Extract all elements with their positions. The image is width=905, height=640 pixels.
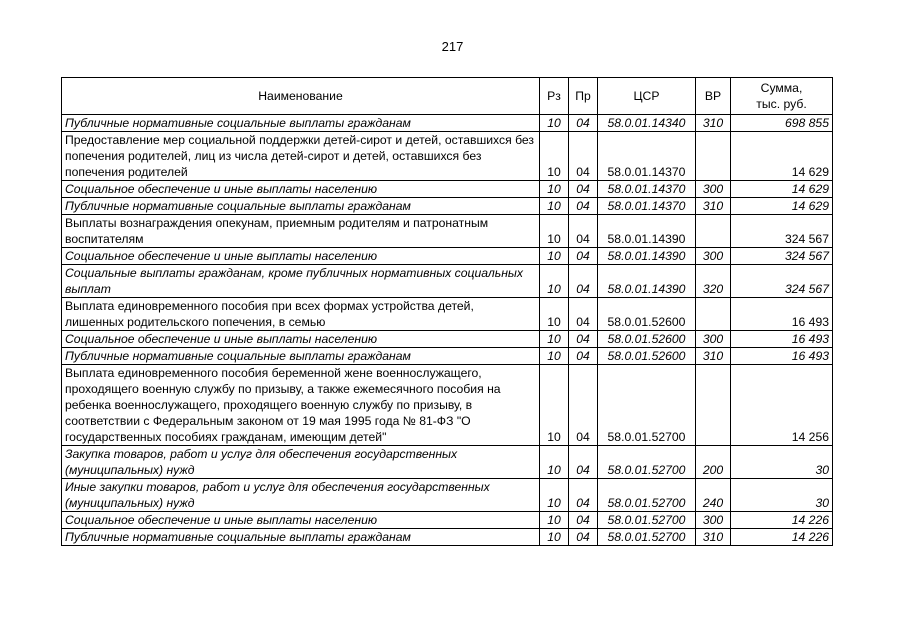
table-row — [62, 365, 833, 446]
page-number: 217 — [441, 39, 464, 54]
cell-sum: 14 629 — [731, 181, 833, 198]
cell-csr: 58.0.01.52600 — [598, 348, 696, 365]
cell-sum: 14 256 — [731, 365, 833, 446]
cell-pr: 04 — [569, 348, 598, 365]
table-row — [62, 529, 833, 546]
cell-rz: 10 — [540, 248, 569, 265]
cell-rz: 10 — [540, 198, 569, 215]
table-header-row — [62, 78, 833, 115]
cell-sum: 324 567 — [731, 215, 833, 248]
cell-name: Иные закупки товаров, работ и услуг для обеспечения государственных (муниципальных) нужд — [62, 479, 540, 512]
cell-rz: 10 — [540, 115, 569, 132]
cell-sum: 16 493 — [731, 348, 833, 365]
cell-vr — [696, 132, 731, 181]
cell-vr: 240 — [696, 479, 731, 512]
cell-vr: 300 — [696, 331, 731, 348]
table-body — [62, 115, 833, 546]
cell-pr: 04 — [569, 365, 598, 446]
header-csr: ЦСР — [598, 78, 696, 115]
table-row — [62, 479, 833, 512]
cell-vr: 300 — [696, 248, 731, 265]
cell-csr: 58.0.01.14390 — [598, 248, 696, 265]
header-pr: Пр — [569, 78, 598, 115]
header-name: Наименование — [62, 78, 540, 115]
cell-pr: 04 — [569, 529, 598, 546]
cell-rz: 10 — [540, 265, 569, 298]
cell-vr: 310 — [696, 529, 731, 546]
cell-sum: 14 629 — [731, 132, 833, 181]
cell-pr: 04 — [569, 181, 598, 198]
budget-table — [61, 77, 833, 546]
cell-sum: 14 226 — [731, 512, 833, 529]
table-row — [62, 115, 833, 132]
table-row — [62, 198, 833, 215]
cell-vr — [696, 365, 731, 446]
table-row — [62, 446, 833, 479]
cell-name: Публичные нормативные социальные выплаты гражданам — [62, 348, 540, 365]
table-row — [62, 181, 833, 198]
header-rz: Рз — [540, 78, 569, 115]
cell-vr — [696, 215, 731, 248]
cell-pr: 04 — [569, 298, 598, 331]
table-row — [62, 132, 833, 181]
cell-sum: 16 493 — [731, 298, 833, 331]
cell-name: Закупка товаров, работ и услуг для обеспечения государственных (муниципальных) нужд — [62, 446, 540, 479]
cell-sum: 30 — [731, 446, 833, 479]
cell-rz: 10 — [540, 365, 569, 446]
cell-csr: 58.0.01.14340 — [598, 115, 696, 132]
cell-vr: 320 — [696, 265, 731, 298]
cell-csr: 58.0.01.52700 — [598, 365, 696, 446]
cell-pr: 04 — [569, 265, 598, 298]
cell-name: Социальное обеспечение и иные выплаты населению — [62, 248, 540, 265]
cell-name: Публичные нормативные социальные выплаты гражданам — [62, 115, 540, 132]
cell-rz: 10 — [540, 298, 569, 331]
cell-csr: 58.0.01.52700 — [598, 479, 696, 512]
cell-name: Предоставление мер социальной поддержки детей-сирот и детей, оставшихся без попечения родителей, лиц из числа детей-сирот и детей, оставшихся без попечения родителей — [62, 132, 540, 181]
table-row — [62, 331, 833, 348]
cell-name: Выплаты вознаграждения опекунам, приемным родителям и патронатным воспитателям — [62, 215, 540, 248]
cell-pr: 04 — [569, 248, 598, 265]
cell-rz: 10 — [540, 479, 569, 512]
cell-pr: 04 — [569, 115, 598, 132]
cell-sum: 698 855 — [731, 115, 833, 132]
cell-sum: 324 567 — [731, 265, 833, 298]
cell-rz: 10 — [540, 348, 569, 365]
cell-sum: 14 629 — [731, 198, 833, 215]
cell-sum: 30 — [731, 479, 833, 512]
table-row — [62, 348, 833, 365]
cell-csr: 58.0.01.14390 — [598, 215, 696, 248]
table-row — [62, 248, 833, 265]
header-vr: ВР — [696, 78, 731, 115]
cell-name: Публичные нормативные социальные выплаты гражданам — [62, 198, 540, 215]
cell-rz: 10 — [540, 529, 569, 546]
cell-vr: 310 — [696, 348, 731, 365]
cell-rz: 10 — [540, 512, 569, 529]
cell-csr: 58.0.01.14390 — [598, 265, 696, 298]
cell-csr: 58.0.01.52600 — [598, 298, 696, 331]
cell-vr: 300 — [696, 181, 731, 198]
cell-csr: 58.0.01.52700 — [598, 512, 696, 529]
cell-pr: 04 — [569, 446, 598, 479]
cell-vr — [696, 298, 731, 331]
cell-csr: 58.0.01.14370 — [598, 198, 696, 215]
cell-pr: 04 — [569, 512, 598, 529]
cell-name: Социальные выплаты гражданам, кроме публичных нормативных социальных выплат — [62, 265, 540, 298]
cell-name: Социальное обеспечение и иные выплаты населению — [62, 331, 540, 348]
header-sum-line2: тыс. руб. — [756, 97, 807, 111]
cell-pr: 04 — [569, 479, 598, 512]
table-row — [62, 265, 833, 298]
cell-vr: 300 — [696, 512, 731, 529]
cell-csr: 58.0.01.52700 — [598, 446, 696, 479]
header-sum-line1: Сумма, — [760, 81, 803, 95]
cell-rz: 10 — [540, 132, 569, 181]
cell-name: Социальное обеспечение и иные выплаты населению — [62, 181, 540, 198]
cell-pr: 04 — [569, 132, 598, 181]
table-row — [62, 512, 833, 529]
cell-name: Выплата единовременного пособия при всех формах устройства детей, лишенных родительского попечения, в семью — [62, 298, 540, 331]
table-row — [62, 298, 833, 331]
cell-rz: 10 — [540, 331, 569, 348]
table-row — [62, 215, 833, 248]
cell-rz: 10 — [540, 181, 569, 198]
cell-rz: 10 — [540, 446, 569, 479]
cell-vr: 310 — [696, 115, 731, 132]
cell-pr: 04 — [569, 198, 598, 215]
cell-csr: 58.0.01.52700 — [598, 529, 696, 546]
cell-name: Социальное обеспечение и иные выплаты населению — [62, 512, 540, 529]
cell-csr: 58.0.01.14370 — [598, 132, 696, 181]
cell-sum: 16 493 — [731, 331, 833, 348]
cell-sum: 14 226 — [731, 529, 833, 546]
cell-pr: 04 — [569, 331, 598, 348]
cell-sum: 324 567 — [731, 248, 833, 265]
cell-vr: 200 — [696, 446, 731, 479]
cell-rz: 10 — [540, 215, 569, 248]
cell-name: Выплата единовременного пособия беременной жене военнослужащего, проходящего военную службу по призыву, а также ежемесячного пособия на ребенка военнослужащего, проходящего военную службу по призыву, в соответствии с Федеральным законом от 19 мая 1995 года № 81-ФЗ "О государственных пособиях гражданам, имеющим детей" — [62, 365, 540, 446]
cell-csr: 58.0.01.52600 — [598, 331, 696, 348]
cell-name: Публичные нормативные социальные выплаты гражданам — [62, 529, 540, 546]
cell-pr: 04 — [569, 215, 598, 248]
cell-csr: 58.0.01.14370 — [598, 181, 696, 198]
header-sum — [731, 78, 833, 115]
cell-vr: 310 — [696, 198, 731, 215]
